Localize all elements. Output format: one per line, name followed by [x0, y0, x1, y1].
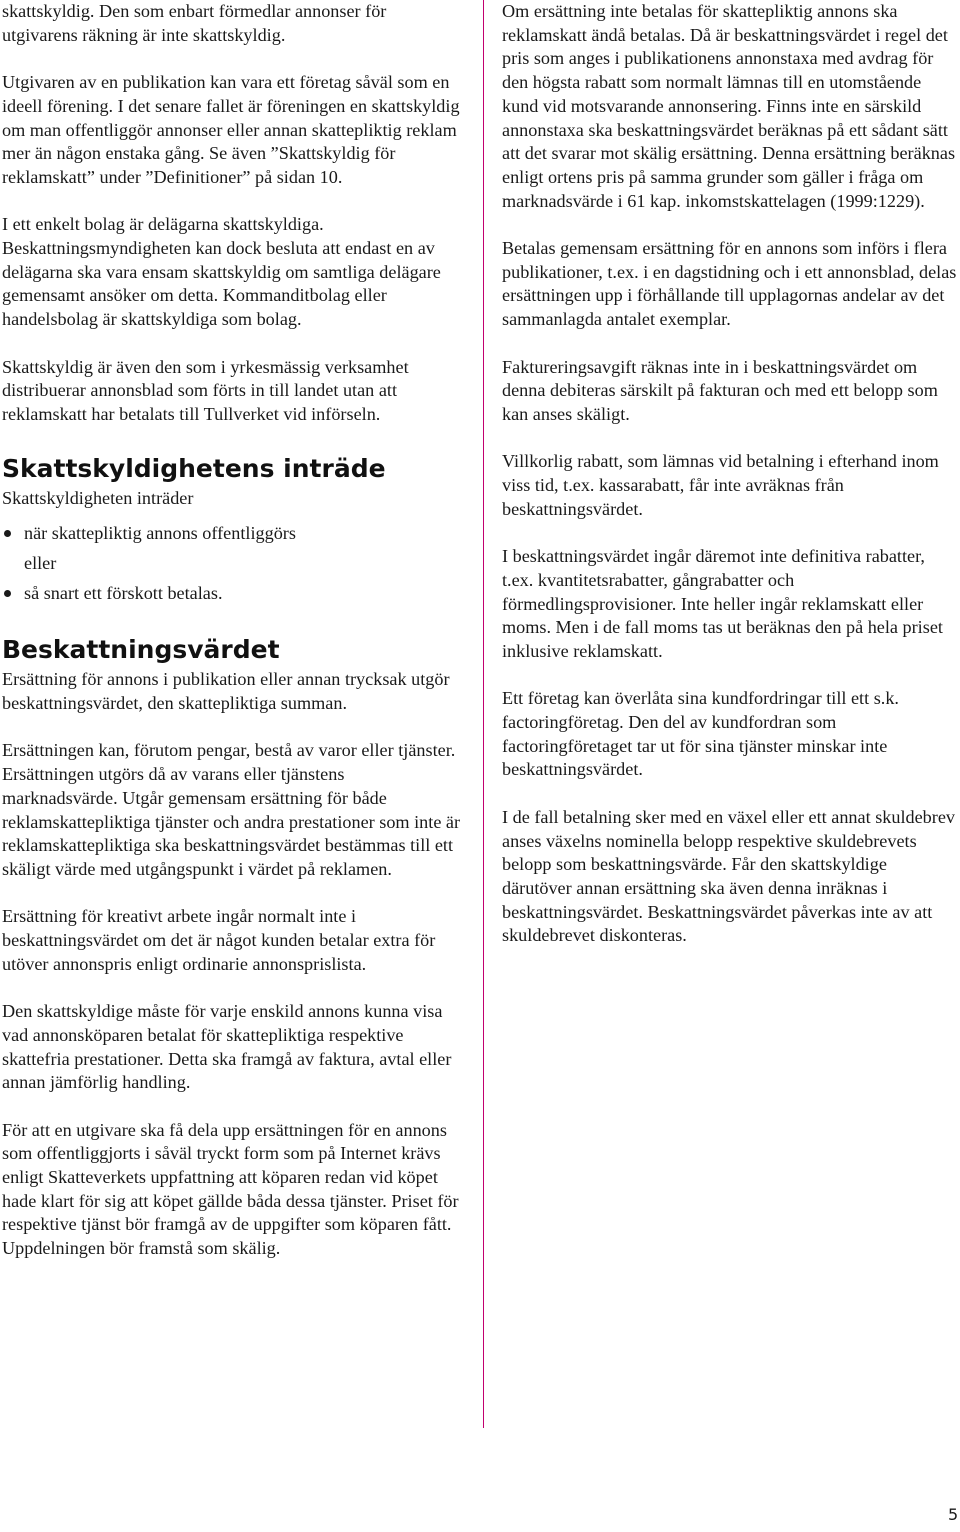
paragraph: För att en utgivare ska få dela upp ersättningen för en annons som offentliggjorts i såväl tryckt form som på Internet krävs enligt Skatteverkets uppfattning att köparen redan vid köpet hade klart för sig att köpet gällde båda dessa tjänster. Priset för respektive tjänst bör framgå av de uppgifter som köparen fått. Uppdelningen bör framstå som skälig.: [2, 1119, 459, 1259]
paragraph: Om ersättning inte betalas för skattepliktig annons ska reklamskatt ändå betalas. Då är beskattningsvärdet i regel det pris som anges i publikationens annonstaxa med avdrag för den högsta rabatt som normalt lämnas till en utomstående kund vid motsvarande annonsering. Finns inte en särskild annonstaxa ska beskattningsvärdet beräknas på ett sådant sätt att det svarar mot skälig ersättning. Denna ersättning beräknas enligt ortens pris på samma grunder som gäller i fråga om marknadsvärde i 61 kap. inkomstskattelagen (1999:1229).: [502, 1, 956, 211]
right-column: [502, 0, 958, 948]
paragraph: Ersättningen kan, förutom pengar, bestå av varor eller tjänster. Ersättningen utgörs då av varans eller tjänstens marknadsvärde. Utgår gemensam ersättning för både reklamskattepliktiga tjänster och andra prestationer som inte är reklamskattepliktiga ska beskattningsvärdet bestämmas till ett skäligt värde med utgångspunkt i värdet på reklamen.: [2, 740, 461, 879]
column-divider: [483, 0, 484, 1428]
paragraph: Skattskyldig är även den som i yrkesmässig verksamhet distribuerar annonsblad som förts in till landet utan att reklamskatt har betalats till Tullverket vid införseln.: [2, 356, 409, 424]
paragraph: Ett företag kan överlåta sina kundfordringar till ett s.k. factoringföretag. Den del av kundfordran som factoringföretaget tar ut för sina tjänster minskar inte beskattningsvärdet.: [502, 688, 899, 780]
paragraph: Faktureringsavgift räknas inte in i beskattningsvärdet om denna debiteras särskilt på fakturan och med ett belopp som kan anses skäligt.: [502, 356, 938, 424]
list-item: [2, 578, 464, 608]
left-column: [2, 0, 464, 1261]
bullet-list: [2, 518, 464, 608]
page-number: 5: [948, 1505, 959, 1524]
list-item-text: eller: [24, 553, 57, 574]
paragraph: Den skattskyldige måste för varje enskild annons kunna visa vad annonsköparen betalat för skattepliktiga respektive skattefria prestationer. Detta ska framgå av faktura, avtal eller annan jämförlig handling.: [2, 1001, 452, 1093]
paragraph: skattskyldig. Den som enbart förmedlar annonser för utgivarens räkning är inte skattskyldig.: [2, 1, 387, 45]
paragraph: Skattskyldigheten inträder: [2, 487, 194, 508]
paragraph: Utgivaren av en publikation kan vara ett företag såväl som en ideell förening. I det senare fallet är föreningen en skattskyldig om man offentliggör annonser eller annan skattepliktig reklam mer än någon enstaka gång. Se även ”Skattskyldig för reklamskatt” under ”Definitioner” på sidan 10.: [2, 72, 460, 187]
paragraph: Villkorlig rabatt, som lämnas vid betalning i efterhand inom viss tid, t.ex. kassarabatt, får inte avräknas från beskattningsvärdet.: [502, 451, 939, 519]
section-heading-vardet: Beskattningsvärdet: [2, 635, 280, 665]
list-item: [2, 548, 464, 578]
paragraph: Ersättning för annons i publikation eller annan trycksak utgör beskattningsvärdet, den skattepliktiga summan.: [2, 669, 450, 714]
paragraph: I de fall betalning sker med en växel eller ett annat skuldebrev anses växelns nominella belopp respektive skuldebrevets belopp som beskattningsvärde. Får den skattskyldige därutöver annan ersättning ska även denna inräknas i beskattningsvärdet. Beskattningsvärdet påverkas inte av att skuldebrevet diskonteras.: [502, 806, 955, 946]
list-item-text: så snart ett förskott betalas.: [24, 583, 223, 604]
paragraph: Betalas gemensam ersättning för en annons som införs i flera publikationer, t.ex. i en dagstidning och i ett annonsblad, delas ersättningen upp i förhållande till upplagornas andelar av det sammanlagda antalet exemplar.: [502, 238, 957, 330]
paragraph: Ersättning för kreativt arbete ingår normalt inte i beskattningsvärdet om det är något kunden betalar extra för utöver annonspris enligt ordinarie annonsprislista.: [2, 906, 436, 974]
paragraph: I ett enkelt bolag är delägarna skattskyldiga. Beskattningsmyndigheten kan dock besluta att endast en av delägarna ska vara ensam skattskyldig om samtliga delägare gemensamt ansöker om detta. Kommanditbolag eller handelsbolag är skattskyldiga som bolag.: [2, 214, 441, 330]
list-item: [2, 518, 464, 548]
paragraph: I beskattningsvärdet ingår däremot inte definitiva rabatter, t.ex. kvantitetsrabatter, gångrabatter och förmedlingsprovisioner. Inte heller ingår reklamskatt eller moms. Men i de fall moms tas ut beräknas den på hela priset inklusive reklamskatt.: [502, 546, 943, 661]
bullet-icon: [4, 590, 11, 597]
list-item-text: när skattepliktig annons offentliggörs: [24, 523, 296, 544]
bullet-icon: [4, 530, 11, 537]
section-heading-intrade: Skattskyldighetens inträde: [2, 453, 386, 483]
